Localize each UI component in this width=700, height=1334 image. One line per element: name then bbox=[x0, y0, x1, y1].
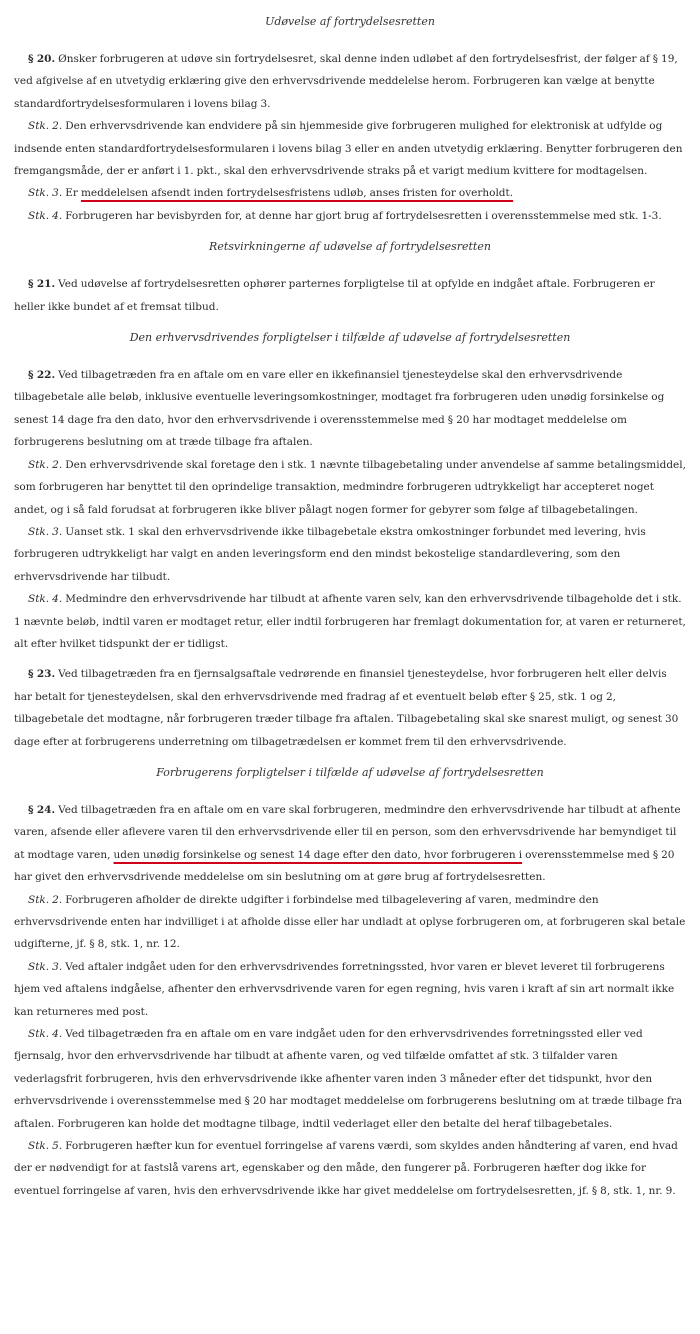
stk-label: Stk. 4. bbox=[28, 593, 63, 606]
section-20-stk4 bbox=[14, 205, 686, 227]
red-underlined-text: meddelelsen afsendt inden fortrydelsesfristens udløb, anses fristen for overholdt. bbox=[80, 187, 514, 200]
section-20-stk2 bbox=[14, 115, 686, 182]
stk-text: Den erhvervsdrivende skal foretage den i stk. 1 nævnte tilbagebetaling under anvendelse af samme betalingsmiddel, som forbrugeren har benyttet til den oprindelige transaktion, medmindre forbrugeren udtrykkeligt har accepteret noget andet, og i så fald forudsat at forbrugeren ikke bliver pålagt nogen former for gebyrer som følge af tilbagebetalingen. bbox=[14, 458, 686, 516]
section-heading-retsvirkninger: Retsvirkningerne af udøvelse af fortrydelsesretten bbox=[209, 240, 491, 254]
section-22-number: § 22. bbox=[28, 369, 56, 382]
section-22-stk3 bbox=[14, 521, 686, 588]
section-23-number: § 23. bbox=[28, 668, 56, 681]
section-20-stk3 bbox=[14, 182, 686, 204]
section-22-paragraph bbox=[14, 364, 686, 454]
stk-text: Forbrugeren afholder de direkte udgifter i forbindelse med tilbagelevering af varen, medmindre den erhvervsdrivende enten har indvilliget i at afholde disse eller har undladt at oplyse forbrugeren om, at forbrugeren skal betale udgifterne, jf. § 8, stk. 1, nr. 12. bbox=[14, 893, 686, 951]
section-24-text-pre: Ved tilbagetræden fra en aftale om en vare skal forbrugeren, medmindre den erhvervsdrivende har tilbudt at afhente varen, afsende eller aflevere varen til den erhvervsdrivende eller til en person, som den erhvervsdrivende har bemyndiget til at modtage varen, bbox=[14, 803, 681, 861]
section-24-number: § 24. bbox=[28, 803, 56, 816]
stk-label: Stk. 5. bbox=[28, 1140, 63, 1153]
stk-text: Uanset stk. 1 skal den erhvervsdrivende ikke tilbagebetale ekstra omkostninger forbundet med levering, hvis forbrugeren udtrykkeligt har valgt en anden leveringsform end den mindst bekostelige standardlevering, som den erhvervsdrivende har tilbudt. bbox=[14, 525, 646, 583]
stk-label: Stk. 3. bbox=[28, 525, 63, 538]
section-heading-erhvervsdrivende: Den erhvervsdrivendes forpligtelser i tilfælde af udøvelse af fortrydelsesretten bbox=[129, 331, 571, 345]
stk-label: Stk. 2. bbox=[28, 120, 63, 133]
stk-label: Stk. 2. bbox=[28, 458, 63, 471]
section-24-stk2 bbox=[14, 889, 686, 956]
stk-label: Stk. 4. bbox=[28, 1028, 63, 1041]
stk-text: Ved aftaler indgået uden for den erhvervsdrivendes forretningssted, hvor varen er blevet leveret til forbrugerens hjem ved aftalens indgåelse, afhenter den erhvervsdrivende varen for egen regning, hvis varen i kraft af sin art normalt ikke kan returneres med post. bbox=[14, 960, 675, 1018]
section-22-stk4 bbox=[14, 588, 686, 655]
section-21-number: § 21. bbox=[28, 278, 56, 291]
section-20-text: Ønsker forbrugeren at udøve sin fortrydelsesret, skal denne inden udløbet af den fortrydelsesfrist, der følger af § 19, ved afgivelse af en utvetydig erklæring give den erhvervsdrivende meddelelse herom. Forbrugeren kan vælge at benytte standardfortrydelsesformularen i lovens bilag 3. bbox=[14, 53, 678, 110]
stk-label: Stk. 2. bbox=[28, 893, 63, 906]
red-underlined-text: uden unødig forsinkelse og senest 14 dage efter den dato, hvor forbrugeren i bbox=[113, 848, 523, 861]
section-20-number: § 20. bbox=[28, 53, 56, 65]
section-heading-udovelse: Udøvelse af fortrydelsesretten bbox=[265, 15, 435, 28]
section-22-stk2 bbox=[14, 454, 686, 521]
stk-text: Forbrugeren hæfter kun for eventuel forringelse af varens værdi, som skyldes anden håndtering af varen, end hvad der er nødvendigt for at fastslå varens art, egenskaber og den måde, den fungerer på. Forbrugeren hæfter dog ikke for eventuel forringelse af varen, hvis den erhvervsdrivende ikke har givet meddelelse om fortrydelsesretten, jf. § 8, stk. 1, nr. 9. bbox=[14, 1140, 678, 1197]
stk-text-pre: Er bbox=[65, 187, 81, 200]
stk-label: Stk. 4. bbox=[28, 209, 63, 222]
section-21-text: Ved udøvelse af fortrydelsesretten ophører parternes forpligtelse til at opfylde en indgået aftale. Forbrugeren er heller ikke bundet af et fremsat tilbud. bbox=[14, 278, 655, 313]
section-20-paragraph bbox=[14, 48, 686, 115]
section-23-paragraph bbox=[14, 663, 686, 753]
section-23-text: Ved tilbagetræden fra en fjernsalgsaftale vedrørende en finansiel tjenesteydelse, hvor forbrugeren helt eller delvis har betalt for tjenesteydelsen, skal den erhvervsdrivende med fradrag af et eventuelt beløb efter § 25, stk. 1 og 2, tilbagebetale det modtagne, når forbrugeren træder tilbage fra aftalen. Tilbagebetaling skal ske snarest muligt, og senest 30 dage efter at forbrugerens underretning om tilbagetrædelsen er kommet frem til den erhvervsdrivende. bbox=[14, 668, 679, 748]
section-21-paragraph bbox=[14, 273, 686, 318]
section-24-text-post: overensstemmelse med § 20 har givet den erhvervsdrivende meddelelse om sin beslutning om at gøre brug af fortrydelsesretten. bbox=[14, 848, 675, 884]
section-22-text: Ved tilbagetræden fra en aftale om en vare eller en ikkefinansiel tjenesteydelse skal den erhvervsdrivende tilbagebetale alle beløb, inklusive eventuelle leveringsomkostninger, modtaget fra forbrugeren uden unødig forsinkelse og senest 14 dage fra den dato, hvor den erhvervsdrivende i overensstemmelse med § 20 har modtaget meddelelse om forbrugerens beslutning om at træde tilbage fra aftalen. bbox=[14, 369, 665, 449]
stk-text: Ved tilbagetræden fra en aftale om en vare indgået uden for den erhvervsdrivendes forretningssted eller ved fjernsalg, hvor den erhvervsdrivende har tilbudt at afhente varen, og ved tilfælde omfattet af stk. 3 tilfalder varen vederlagsfrit forbrugeren, hvis den erhvervsdrivende ikke afhenter varen inden 3 måneder efter det tidspunkt, hvor den erhvervsdrivende i overensstemmelse med § 20 har modtaget meddelelse om forbrugerens beslutning om at træde tilbage fra aftalen. Forbrugeren kan holde det modtagne tilbage, indtil vederlaget eller den betalte del heraf tilbagebetales. bbox=[14, 1028, 683, 1130]
section-24-stk4 bbox=[14, 1023, 686, 1135]
stk-text: Forbrugeren har bevisbyrden for, at denne har gjort brug af fortrydelsesretten i overensstemmelse med stk. 1-3. bbox=[65, 209, 662, 222]
section-24-stk5 bbox=[14, 1135, 686, 1202]
stk-label: Stk. 3. bbox=[28, 187, 63, 200]
section-24-paragraph bbox=[14, 799, 686, 889]
stk-text: Medmindre den erhvervsdrivende har tilbudt at afhente varen selv, kan den erhvervsdrivende tilbageholde det i stk. 1 nævnte beløb, indtil varen er modtaget retur, eller indtil forbrugeren har fremlagt dokumentation for, at varen er returneret, alt efter hvilket tidspunkt der er tidligst. bbox=[14, 593, 686, 650]
stk-text: Den erhvervsdrivende kan endvidere på sin hjemmeside give forbrugeren mulighed for elektronisk at udfylde og indsende enten standardfortrydelsesformularen i lovens bilag 3 eller en anden utvetydig erklæring. Benytter forbrugeren den fremgangsmåde, der er anført i 1. pkt., skal den erhvervsdrivende straks på et varigt medium kvittere for modtagelsen. bbox=[14, 120, 683, 178]
stk-label: Stk. 3. bbox=[28, 960, 63, 973]
section-heading-forbrugerens: Forbrugerens forpligtelser i tilfælde af udøvelse af fortrydelsesretten bbox=[156, 765, 544, 779]
section-24-stk3 bbox=[14, 956, 686, 1023]
